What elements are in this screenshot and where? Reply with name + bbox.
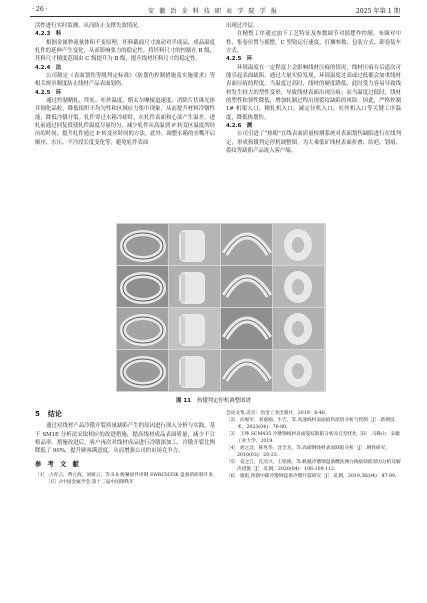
body-paragraph: 出现过冷层。	[226, 23, 259, 29]
sample-photo	[273, 266, 324, 307]
references-heading: 参 考 文 献	[35, 460, 81, 468]
body-paragraph: 根据金属秒流量体积不变原理，坯料截面尺寸波动对半成品、成品温度轧件的延伸产生变化，从而影响张力的稳定性。将坯料尺寸的控制在 B 级，坯料尺寸精度范围由 C 级提升为 B 级，提升线材坯料尺寸的稳定性。	[35, 39, 215, 63]
journal-name: 安 徽 冶 金 科 技 职 业 学 院 学 报	[148, 8, 279, 15]
section-heading: 4.2.6 测	[226, 123, 253, 130]
body-paragraph: 公司制定《表面划伤等级判定标准》《防划伤控制措施及实施要求》等相关规章制度防止线材产品表面划伤。	[35, 73, 215, 88]
sample-photo	[117, 350, 168, 391]
figure-caption-text: 热镦判定停机调整图谱	[196, 398, 251, 404]
reference-item: ［1］ 占青云，费元海，刘被云，等.S.8 级紧固件用钢 SWRCH35K 盘条的研制开发［C］//中国金属学会.第十二届中国钢铁年	[35, 473, 213, 486]
sample-photo	[273, 308, 324, 349]
sample-photo	[117, 266, 168, 307]
sample-photo	[221, 266, 272, 307]
sample-photo	[221, 350, 272, 391]
reference-item: ［6］ 廖彪.铁钢中碳冷镦钢盘条冷镦开裂研究［J］.轧钢，2019,36(04)：87-89.	[226, 474, 397, 480]
conclusion-heading	[35, 410, 215, 418]
running-header	[30, 4, 400, 16]
section-heading: 4.2.5 环	[226, 56, 253, 63]
body-paragraph: 环境温度在一定程度上会影响线材压痕的情况，线材压痕在后道次可能引起表面缺陷。通过大量实验发现，环境温度过高或过低都会加重线材表面压痕的程度。当温度过高时，线材的硬度降低，此时受力容易导致线材发生较大的塑性变形，导致线材表面出现压痕；而当温度过低时，线材的塑性和韧性降低，增加轧制过程出现裂纹缺陷的风险。因此，严格控制 1# 机架入口，精轧机入口，减定径机入口，吐丝机入口等关键工序温度，降低热划伤。	[226, 64, 401, 121]
page-number: · 26 ·	[32, 6, 48, 13]
figure-11-photo-grid	[116, 223, 326, 392]
header-rule	[30, 16, 400, 17]
conclusion-number: 5	[35, 410, 40, 418]
reference-item: ［4］ 胡之北，韩兆华，沈全龙，等.高碳钢线材表面缺陷分析［J］.钢铁研究，2010(03)：20-23.	[226, 446, 391, 459]
sample-photo	[273, 350, 324, 391]
sample-photo	[169, 350, 220, 391]
body-paragraph: 活性进行实时监测，从而防止支撑失效情况。	[35, 23, 143, 29]
section-heading: 4.2.4 法	[35, 64, 62, 71]
reference-item: ［3］ 王坤.SCM435 冷镦钢线材表面裂纹缺陷分析及孔型优化［D］.马鞍山：安徽工业大学，2019.	[226, 432, 400, 445]
figure-caption	[0, 396, 427, 404]
conclusion-section	[35, 410, 215, 486]
body-paragraph: 通过控制精轧、终轧、吐丝温度，斯太尔摩辊道速度，消除片状珠光体并细化晶粒，降低组织不均匀性和区域应力集中现象，从而提升材料冷镦性能，降低冷镦开裂。轧件穿过水箱冷却时，在轧件表面和心部产生温差，进轧前通过回复段使轧件温度尽量均匀，减少轧件从高温到 P 转变区温度所经历的时间，提升轧件通过 P 转变区时间的方法，此外，调整水箱的水嘴开启顺序、水压、不冷段长度变化等，避免轧件表面	[35, 98, 215, 146]
sample-photo	[273, 224, 324, 265]
sample-photo	[117, 224, 168, 265]
references-list-right	[226, 410, 401, 480]
right-column	[226, 22, 401, 156]
issue-label: 2025 年第 1 期	[355, 8, 400, 15]
section-heading: 4.2.5 环	[35, 89, 62, 96]
reference-item: ［5］ 袁之江，孔浩兴，王铭俊，等.帆磁冷镦钢盘条酸洗裸白线痕缺陷原因分析及解决措施［J］.轧钢，2020(04)：106-109,112.	[226, 460, 401, 473]
body-paragraph: 在精整工序通过加下工艺特征及参数调节对摇摆作控制，布圈对中性、集卷位置与摇摆，C 型钩运行速度，打捆参数、包装方式、卸卷装车方式。	[226, 31, 401, 55]
sample-photo	[221, 224, 272, 265]
figure-number: 图 11	[176, 398, 191, 404]
sample-photo	[117, 308, 168, 349]
reference-item: ［2］ 向俊军，刘嘉刚，牛吉，等.高速线材表面痕伤原因分析与控制［J］.新钢技术，2023(04)：76-80.	[226, 418, 395, 431]
sample-photo	[169, 266, 220, 307]
body-paragraph: 公司引进了“热眼”在线表面质量检测系统对表面划伤缺陷进行在线判定，形成热镦判定停机调整图，为大乘低矿线材表面折叠、结疤、划痕、裂纹等缺陷产品流入客户端。	[226, 131, 401, 155]
references-list-left	[35, 472, 215, 486]
reference-item: 会论文集.北京：冶金工业出版社，2019：6-46.	[226, 411, 327, 416]
section-heading: 4.2.3 料	[35, 31, 62, 38]
sample-photo	[169, 308, 220, 349]
left-column	[35, 22, 215, 147]
sample-photo	[221, 308, 272, 349]
conclusion-paragraph: 通过对线材产品冷镦开裂质量缺陷产生的原因进行深入分析与实践，基于 SM1E 分析法采取相应的改进措施，提高线材成品表面质量，减少不合格品率。措施改进后，客户再次对线材成品进行冷镦深加工，冷镦开裂比例降低了 90%，提升顾客满意度，从而增强公司的市场竞争力。	[35, 423, 215, 455]
conclusion-title: 结论	[47, 410, 62, 418]
sample-photo	[169, 224, 220, 265]
